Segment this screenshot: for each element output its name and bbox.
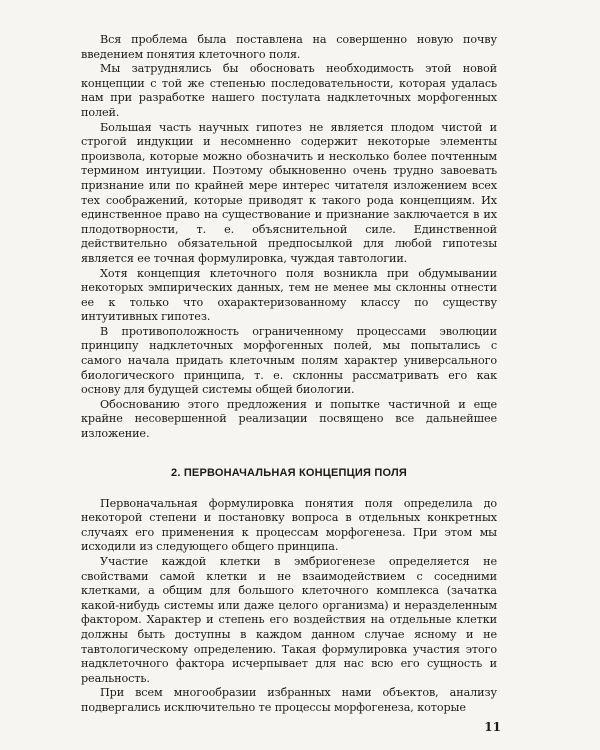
paragraph: Вся проблема была поставлена на совершенно новую почву введением понятия клеточного поля. xyxy=(81,33,497,61)
page-number: 11 xyxy=(484,720,501,734)
paragraph: Первоначальная формулировка понятия поля определила до некоторой степени и постановку вопроса в отдельных конкретных случаях его применения к процессам морфогенеза. При этом мы исходили из следующего общего принципа. xyxy=(81,496,497,554)
paragraph: При всем многообразии избранных нами объектов, анализу подвергались исключительно те процессы морфогенеза, которые xyxy=(81,686,497,714)
paragraph: В противоположность ограниченному процессами эволюции принципу надклеточных морфогенных полей, мы попытались с самого начала придать клеточным полям характер универсального биологического принципа, т. е. склонны рассматривать его как основу для будущей системы общей биологии. xyxy=(81,324,497,397)
paragraph: Хотя концепция клеточного поля возникла при обдумывании некоторых эмпирических данных, тем не менее мы склонны отнести ее к только что охарактеризованному классу по существу интуитивных гипотез. xyxy=(81,266,497,324)
document-page xyxy=(81,33,497,716)
paragraph: Большая часть научных гипотез не является плодом чистой и строгой индукции и несомненно содержит некоторые элементы произвола, которые можно обозначить и несколько более почтенным термином интуиции. Поэтому обыкновенно очень трудно завоевать признание или по крайней мере интерес читателя изложением всех тех соображений, которые приводят к такого рода концепциям. Их единственное право на существование и признание заключается в их плодотворности, т. е. объяснительной силе. Единственной действительно обязательной предпосылкой для любой гипотезы является ее точная формулировка, чуждая тавтологии. xyxy=(81,120,497,265)
paragraph: Обоснованию этого предложения и попытке частичной и еще крайне несовершенной реализации посвящено все дальнейшее изложение. xyxy=(81,397,497,441)
paragraph: Мы затруднялись бы обосновать необходимость этой новой концепции с той же степенью последовательности, которая удалась нам при разработке нашего постулата надклеточных морфогенных полей. xyxy=(81,62,497,119)
paragraph: Участие каждой клетки в эмбриогенезе определяется не свойствами самой клетки и не взаимодействием с соседними клетками, а общим для большого клеточного комплекса (зачатка какой-нибудь системы или даже целого организма) и неразделенным фактором. Характер и степень его воздействия на отдельные клетки должны быть доступны в каждом данном случае ясному и не тавтологическому определению. Такая формулировка участия этого надклеточного фактора исчерпывает для нас всю его сущность и реальность. xyxy=(81,555,497,685)
section-heading: 2. ПЕРВОНАЧАЛЬНАЯ КОНЦЕПЦИЯ ПОЛЯ xyxy=(171,466,407,479)
